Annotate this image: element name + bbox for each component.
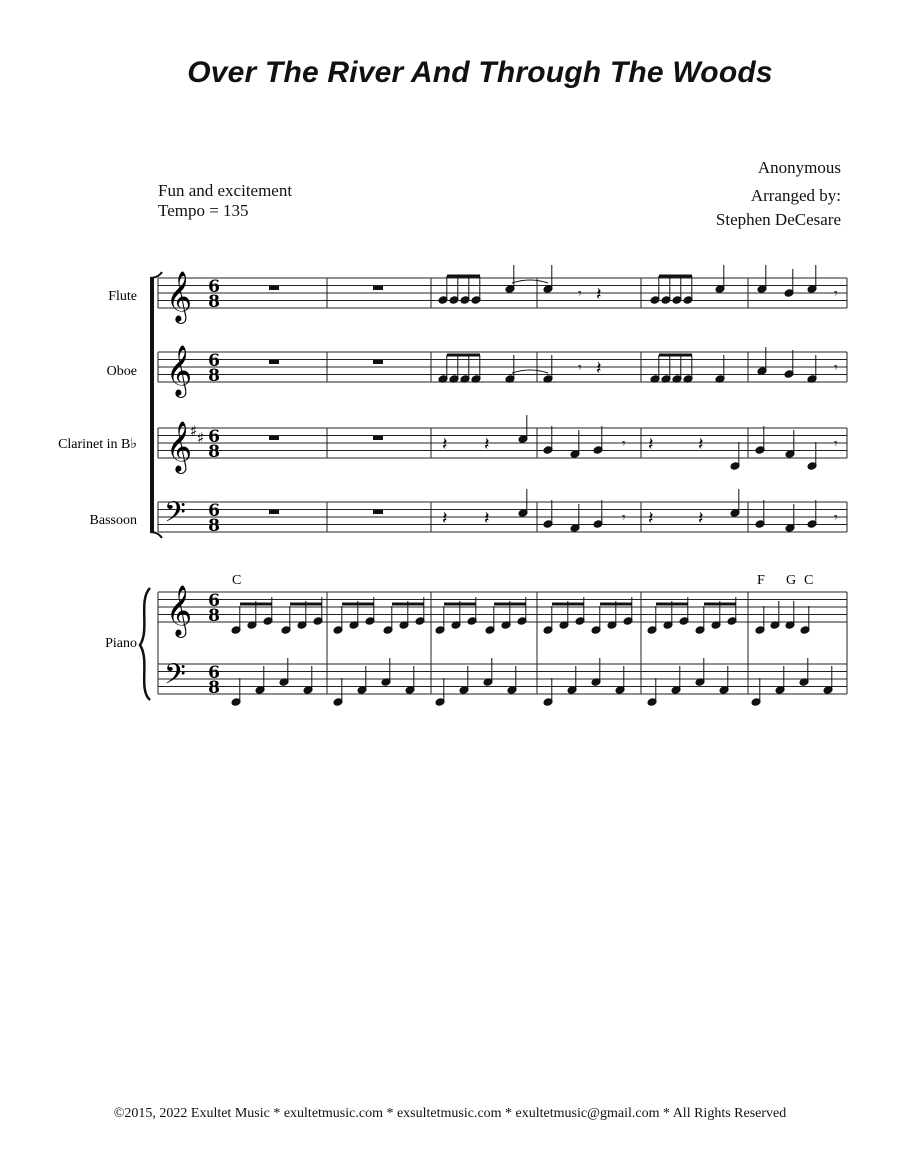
bass-clef: 𝄢: [164, 496, 186, 536]
arranger: Stephen DeCesare: [715, 210, 841, 229]
time-signatures: [208, 277, 220, 698]
quarter-rest: 𝄽: [648, 508, 654, 529]
whole-rest: [373, 436, 383, 440]
treble-clef: 𝄞: [166, 271, 193, 322]
instrument-label-bassoon: Bassoon: [89, 513, 137, 528]
whole-rest: [269, 360, 279, 364]
bracket-cap: [150, 532, 162, 538]
time-sig-bottom: 8: [208, 366, 220, 386]
sharp-sign: ♯: [197, 429, 205, 447]
time-sig-bottom: 8: [208, 516, 220, 536]
composer: Anonymous: [757, 158, 841, 177]
tie: [512, 280, 548, 283]
quarter-rest: 𝄽: [484, 434, 490, 455]
system-brackets: [140, 272, 162, 700]
treble-clef: 𝄞: [166, 585, 193, 636]
quarter-rest: 𝄽: [698, 434, 704, 455]
quarter-rest: 𝄽: [648, 434, 654, 455]
eighth-rest: 𝄾: [578, 360, 582, 376]
quarter-rest: 𝄽: [484, 508, 490, 529]
eighth-rest: 𝄾: [834, 360, 838, 376]
treble-clef: 𝄞: [166, 421, 193, 472]
treble-clef: 𝄞: [166, 345, 193, 396]
quarter-rest: 𝄽: [596, 358, 602, 379]
time-sig-top: 6: [208, 501, 220, 521]
bracket-cap: [150, 272, 162, 278]
time-sig-top: 6: [208, 351, 220, 371]
instrument-label-oboe: Oboe: [106, 364, 137, 379]
barlines: [158, 278, 847, 694]
chord-symbol: C: [232, 573, 242, 588]
instrument-label-piano: Piano: [105, 636, 137, 651]
time-sig-bottom: 8: [208, 678, 220, 698]
chord-symbol: G: [786, 573, 797, 588]
eighth-rest: 𝄾: [622, 436, 626, 452]
time-sig-bottom: 8: [208, 442, 220, 462]
score-title: Over The River And Through The Woods: [187, 56, 773, 89]
eighth-rest: 𝄾: [834, 436, 838, 452]
whole-rest: [373, 360, 383, 364]
tempo-mark: Tempo = 135: [158, 201, 249, 220]
chord-symbol: F: [757, 573, 765, 588]
arranged-label: Arranged by:: [750, 186, 841, 205]
bass-clef: 𝄢: [164, 658, 186, 698]
time-sig-top: 6: [208, 591, 220, 611]
instrument-label-clarinet: Clarinet in B♭: [58, 437, 137, 452]
whole-rest: [269, 436, 279, 440]
copyright-footer: ©2015, 2022 Exultet Music * exultetmusic.com * exsultetmusic.com * exultetmusic@gmail.com * All Rights Reserved: [113, 1106, 787, 1121]
whole-rest: [373, 510, 383, 514]
eighth-rest: 𝄾: [578, 286, 582, 302]
clefs: [164, 271, 204, 698]
whole-rest: [373, 286, 383, 290]
whole-rest: [269, 286, 279, 290]
eighth-rest: 𝄾: [622, 510, 626, 526]
instrument-label-flute: Flute: [108, 289, 137, 304]
tie: [512, 370, 548, 373]
staff-lines: [158, 278, 847, 694]
piano-brace: [140, 588, 150, 700]
time-sig-top: 6: [208, 427, 220, 447]
time-sig-top: 6: [208, 277, 220, 297]
whole-rest: [269, 510, 279, 514]
time-sig-bottom: 8: [208, 606, 220, 626]
quarter-rest: 𝄽: [442, 508, 448, 529]
time-sig-top: 6: [208, 663, 220, 683]
quarter-rest: 𝄽: [442, 434, 448, 455]
chord-symbol: C: [804, 573, 814, 588]
sharp-sign: ♯: [190, 422, 198, 440]
quarter-rest: 𝄽: [596, 284, 602, 305]
notes: [231, 265, 838, 706]
tempo-text: Fun and excitement: [158, 181, 293, 200]
time-sig-bottom: 8: [208, 292, 220, 312]
quarter-rest: 𝄽: [698, 508, 704, 529]
eighth-rest: 𝄾: [834, 510, 838, 526]
eighth-rest: 𝄾: [834, 286, 838, 302]
